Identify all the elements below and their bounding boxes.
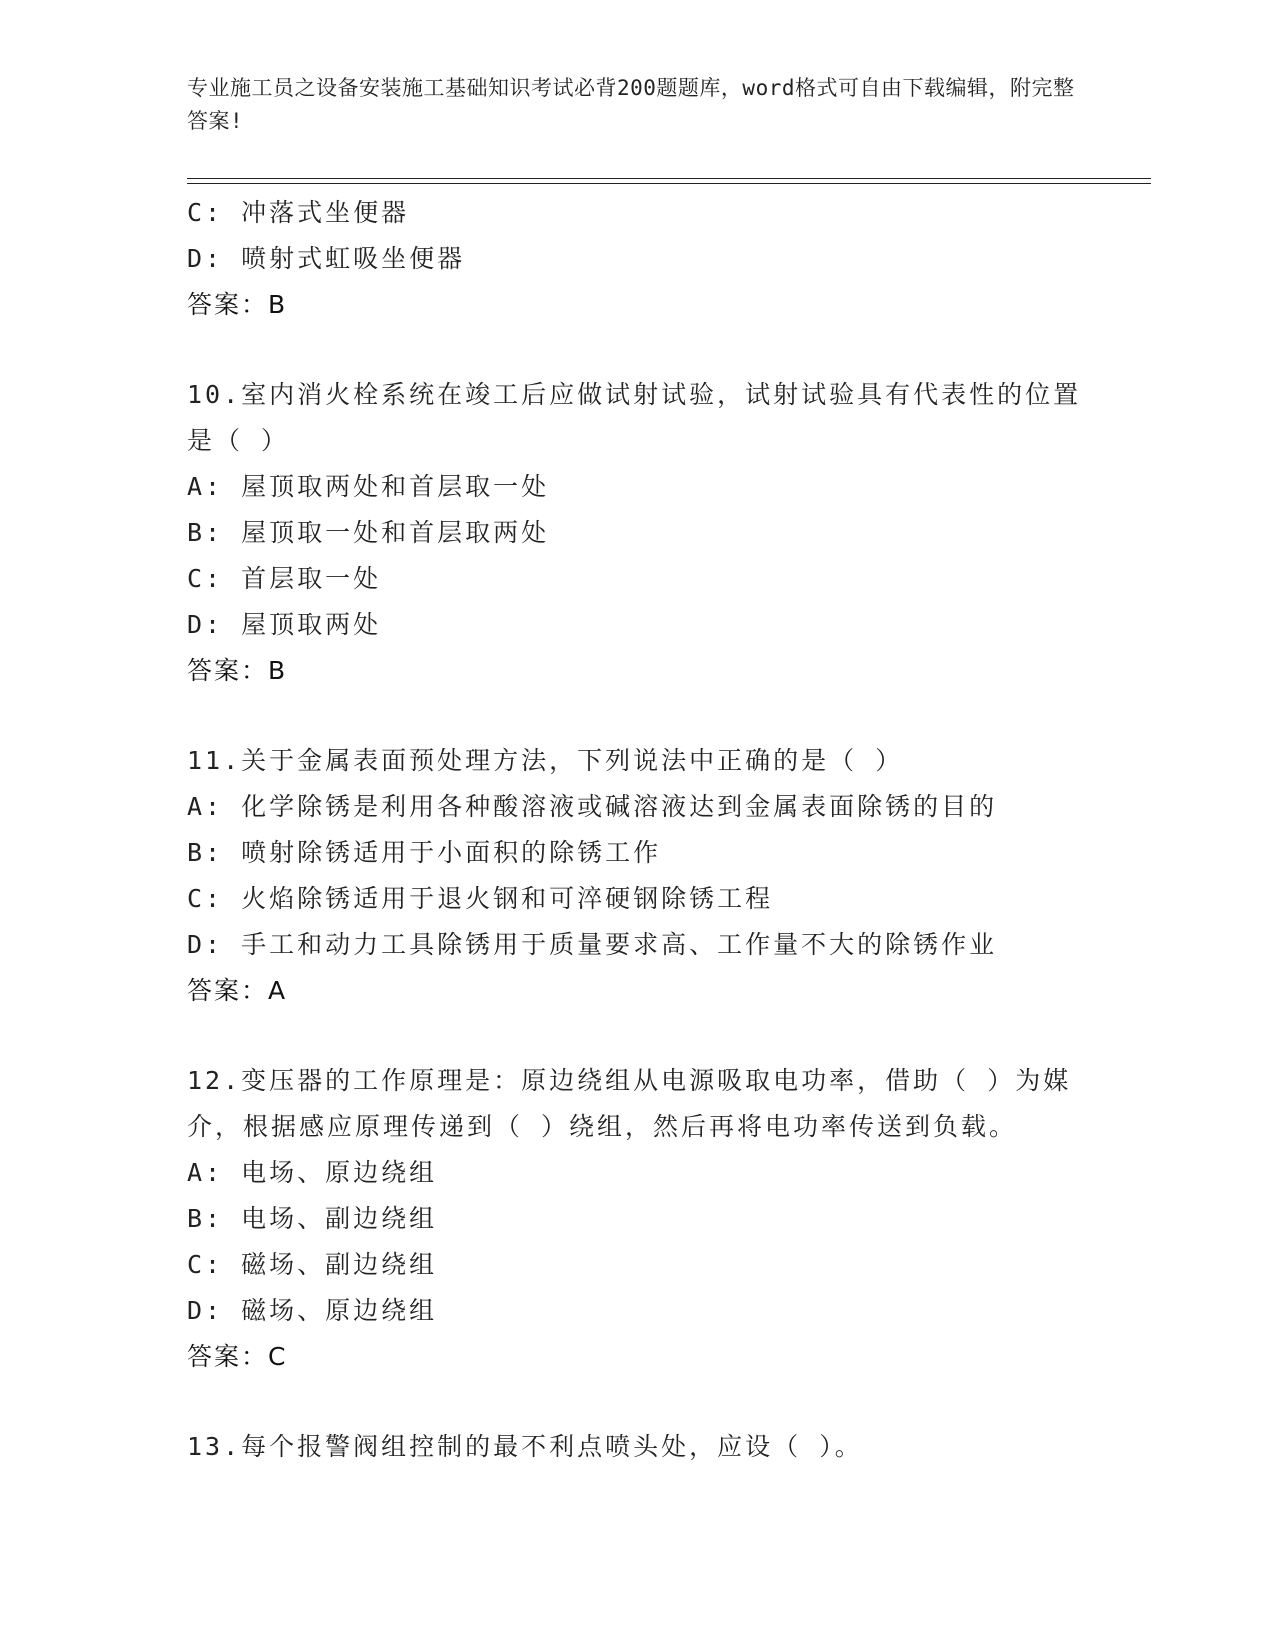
option-c: C: 磁场、副边绕组 [187, 1250, 438, 1279]
question-13 [187, 1424, 1087, 1470]
question-text: 11.关于金属表面预处理方法，下列说法中正确的是（ ） [187, 746, 904, 775]
option-a: A: 屋顶取两处和首层取一处 [187, 472, 550, 501]
option-d: D: 喷射式虹吸坐便器 [187, 244, 466, 273]
option-c: C: 火焰除锈适用于退火钢和可淬硬钢除锈工程 [187, 884, 774, 913]
question-text: 10.室内消火栓系统在竣工后应做试射试验，试射试验具有代表性的位置是（ ） [187, 380, 1082, 455]
question-9-partial [187, 190, 1087, 328]
answer-label: 答案：A [187, 976, 288, 1005]
question-text: 13.每个报警阀组控制的最不利点喷头处，应设（ ）。 [187, 1432, 863, 1461]
question-12 [187, 1058, 1087, 1380]
answer-label: 答案：B [187, 656, 288, 685]
option-d: D: 磁场、原边绕组 [187, 1296, 438, 1325]
header-rule-top [187, 178, 1151, 179]
option-a: A: 电场、原边绕组 [187, 1158, 438, 1187]
option-a: A: 化学除锈是利用各种酸溶液或碱溶液达到金属表面除锈的目的 [187, 792, 998, 821]
option-b: B: 喷射除锈适用于小面积的除锈工作 [187, 838, 662, 867]
option-d: D: 手工和动力工具除锈用于质量要求高、工作量不大的除锈作业 [187, 930, 998, 959]
document-header: 专业施工员之设备安装施工基础知识考试必背200题题库，word格式可自由下载编辑，附完整答案! [187, 76, 1075, 133]
question-11 [187, 738, 1087, 1014]
answer-label: 答案：B [187, 290, 288, 319]
option-b: B: 屋顶取一处和首层取两处 [187, 518, 550, 547]
option-c: C: 首层取一处 [187, 564, 382, 593]
question-10 [187, 372, 1087, 694]
header-rule-bottom [187, 183, 1151, 184]
question-text: 12.变压器的工作原理是：原边绕组从电源吸取电功率，借助（ ）为媒介，根据感应原理传递到（ ）绕组，然后再将电功率传送到负载。 [187, 1066, 1072, 1141]
option-c: C: 冲落式坐便器 [187, 198, 410, 227]
option-b: B: 电场、副边绕组 [187, 1204, 438, 1233]
option-d: D: 屋顶取两处 [187, 610, 382, 639]
answer-label: 答案：C [187, 1342, 288, 1371]
question-list [187, 190, 1087, 1470]
